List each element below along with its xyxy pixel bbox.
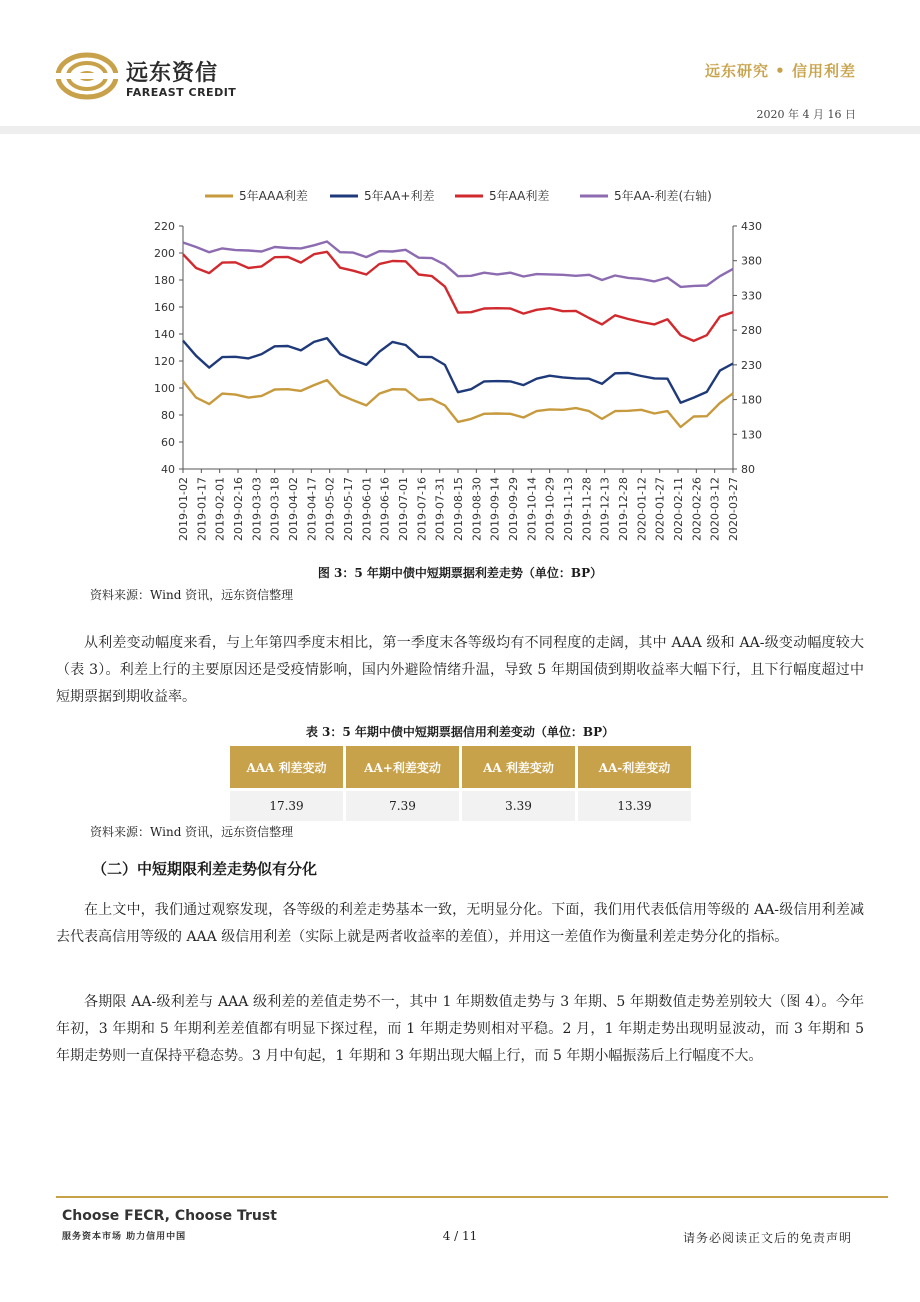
x-tick-label: 2020-03-12 — [708, 477, 722, 541]
table-header-row — [230, 746, 691, 791]
page-header — [0, 0, 920, 135]
table-cell-aa-minus: 13.39 — [578, 791, 691, 821]
table-header-aa-plus: AA+利差变动 — [346, 746, 459, 791]
x-tick-label: 2019-07-31 — [433, 477, 447, 541]
x-tick-label: 2019-06-16 — [378, 477, 392, 541]
table-cell-aa-plus: 7.39 — [346, 791, 459, 821]
report-series-title: 远东研究 • 信用利差 — [704, 62, 856, 80]
x-tick-label: 2020-02-26 — [690, 477, 704, 541]
y-right-tick-label: 80 — [741, 463, 755, 476]
y-left-tick-label: 60 — [161, 436, 175, 449]
section-title: （二）中短期限利差走势似有分化 — [92, 860, 318, 878]
table-row — [230, 791, 691, 821]
series-line-2 — [183, 252, 733, 341]
x-tick-label: 2019-03-18 — [268, 477, 282, 541]
x-tick-label: 2020-03-27 — [727, 477, 740, 541]
y-right-tick-label: 180 — [741, 393, 762, 407]
table-header-aa-minus: AA-利差变动 — [578, 746, 691, 791]
x-tick-label: 2019-02-01 — [213, 477, 227, 541]
table-caption: 表 3：5 年期中债中短期票据信用利差变动（单位：BP） — [305, 725, 615, 739]
x-tick-label: 2019-12-13 — [598, 476, 612, 541]
series-line-0 — [183, 380, 733, 427]
x-tick-label: 2019-10-29 — [543, 477, 557, 541]
x-tick-label: 2019-01-02 — [177, 477, 190, 541]
figure-source: 资料来源：Wind 资讯，远东资信整理 — [90, 588, 294, 602]
x-tick-label: 2019-08-15 — [452, 477, 465, 541]
y-right-tick-label: 380 — [741, 254, 762, 268]
x-tick-label: 2019-02-16 — [232, 477, 245, 541]
x-tick-label: 2019-10-14 — [525, 477, 539, 541]
y-left-tick-label: 40 — [161, 463, 175, 476]
figure-caption: 图 3：5 年期中债中短期票据利差走势（单位：BP） — [317, 566, 603, 580]
y-left-tick-label: 100 — [154, 382, 175, 395]
header-divider — [0, 126, 920, 134]
legend-label-3: 5年AA-利差(右轴) — [614, 189, 712, 203]
y-right-tick-label: 330 — [741, 289, 762, 303]
chart-axes — [154, 220, 762, 541]
x-tick-label: 2019-11-28 — [580, 477, 594, 541]
x-tick-label: 2019-09-29 — [507, 477, 520, 541]
legend-label-1: 5年AA+利差 — [364, 189, 435, 203]
y-left-tick-label: 140 — [154, 328, 175, 341]
y-right-tick-label: 430 — [741, 220, 762, 233]
x-tick-label: 2019-03-03 — [250, 477, 264, 541]
y-left-tick-label: 200 — [154, 247, 175, 260]
table-source: 资料来源：Wind 资讯，远东资信整理 — [90, 825, 294, 839]
x-tick-label: 2019-06-01 — [360, 477, 374, 541]
x-tick-label: 2019-12-28 — [617, 477, 630, 541]
paragraph-divergence-method: 在上文中，我们通过观察发现，各等级的利差走势基本一致，无明显分化。下面，我们用代表低信用等级的 AA-级信用利差减去代表高信用等级的 AAA 级信用利差（实际上就是两者收益率的差值），并用这一差值作为衡量利差走势分化的指标。 — [56, 902, 864, 945]
x-tick-label: 2020-02-11 — [672, 477, 685, 541]
table-cell-aaa: 17.39 — [230, 791, 343, 821]
logo-name-en: FAREAST CREDIT — [126, 86, 237, 99]
y-right-tick-label: 230 — [741, 358, 762, 372]
x-tick-label: 2019-04-02 — [287, 477, 300, 541]
legend-label-2: 5年AA利差 — [489, 189, 550, 203]
footer-divider — [56, 1196, 888, 1198]
report-date: 2020 年 4 月 16 日 — [756, 108, 856, 121]
y-left-tick-label: 120 — [154, 355, 175, 368]
y-left-tick-label: 160 — [154, 301, 175, 314]
x-tick-label: 2019-09-14 — [488, 477, 502, 541]
footer-slogan-sub: 服务资本市场 助力信用中国 — [62, 1232, 187, 1242]
y-right-tick-label: 130 — [741, 428, 762, 442]
footer-disclaimer: 请务必阅读正文后的免责声明 — [682, 1231, 852, 1245]
x-tick-label: 2019-04-17 — [305, 477, 319, 541]
paragraph-divergence-trend: 各期限 AA-级利差与 AAA 级利差的差值走势不一，其中 1 年期数值走势与 3 年期、5 年期数值走势差别较大（图 4）。今年年初，3 年期和 5 年期利差差值都有明显下探过程，而 1 年期走势则相对平稳。2 月，1 年期走势出现明显波动，而 3 年期和 5 年期走势则一直保持平稳态势。3 月中旬起，1 年期和 3 年期出现大幅上行，而 5 年期小幅振荡后上行幅度不大。 — [56, 994, 864, 1064]
x-tick-label: 2019-07-01 — [397, 477, 410, 541]
y-left-tick-label: 80 — [161, 409, 175, 422]
y-left-tick-label: 180 — [154, 274, 175, 287]
chart-legend — [205, 188, 712, 203]
page-number: 4 / 11 — [442, 1229, 478, 1243]
x-tick-label: 2019-05-17 — [342, 477, 355, 541]
x-tick-label: 2019-07-16 — [415, 477, 429, 541]
x-tick-label: 2020-01-27 — [653, 477, 667, 541]
logo-name-cn: 远东资信 — [126, 61, 219, 86]
x-tick-label: 2019-05-02 — [323, 477, 337, 541]
table-header-aa: AA 利差变动 — [462, 746, 575, 791]
table-header-aaa: AAA 利差变动 — [230, 746, 343, 791]
x-tick-label: 2019-01-17 — [195, 477, 209, 541]
spread-trend-chart — [130, 180, 780, 560]
x-tick-label: 2019-11-13 — [562, 477, 575, 541]
paragraph-spread-change: 从利差变动幅度来看，与上年第四季度末相比，第一季度末各等级均有不同程度的走阔，其中 AAA 级和 AA-级变动幅度较大（表 3）。利差上行的主要原因还是受疫情影响，国内外避险情绪升温，导致 5 年期国债到期收益率大幅下行，且下行幅度超过中短期票据到期收益率。 — [56, 635, 864, 705]
footer-slogan: Choose FECR, Choose Trust — [62, 1208, 277, 1224]
x-tick-label: 2020-01-12 — [635, 477, 649, 541]
legend-label-0: 5年AAA利差 — [239, 189, 308, 203]
x-tick-label: 2019-08-30 — [470, 477, 484, 541]
table-cell-aa: 3.39 — [462, 791, 575, 821]
y-left-tick-label: 220 — [154, 220, 175, 233]
spread-change-table — [227, 746, 694, 821]
y-right-tick-label: 280 — [741, 324, 762, 338]
chart-series — [183, 242, 733, 428]
fareast-logo-icon — [56, 52, 118, 100]
